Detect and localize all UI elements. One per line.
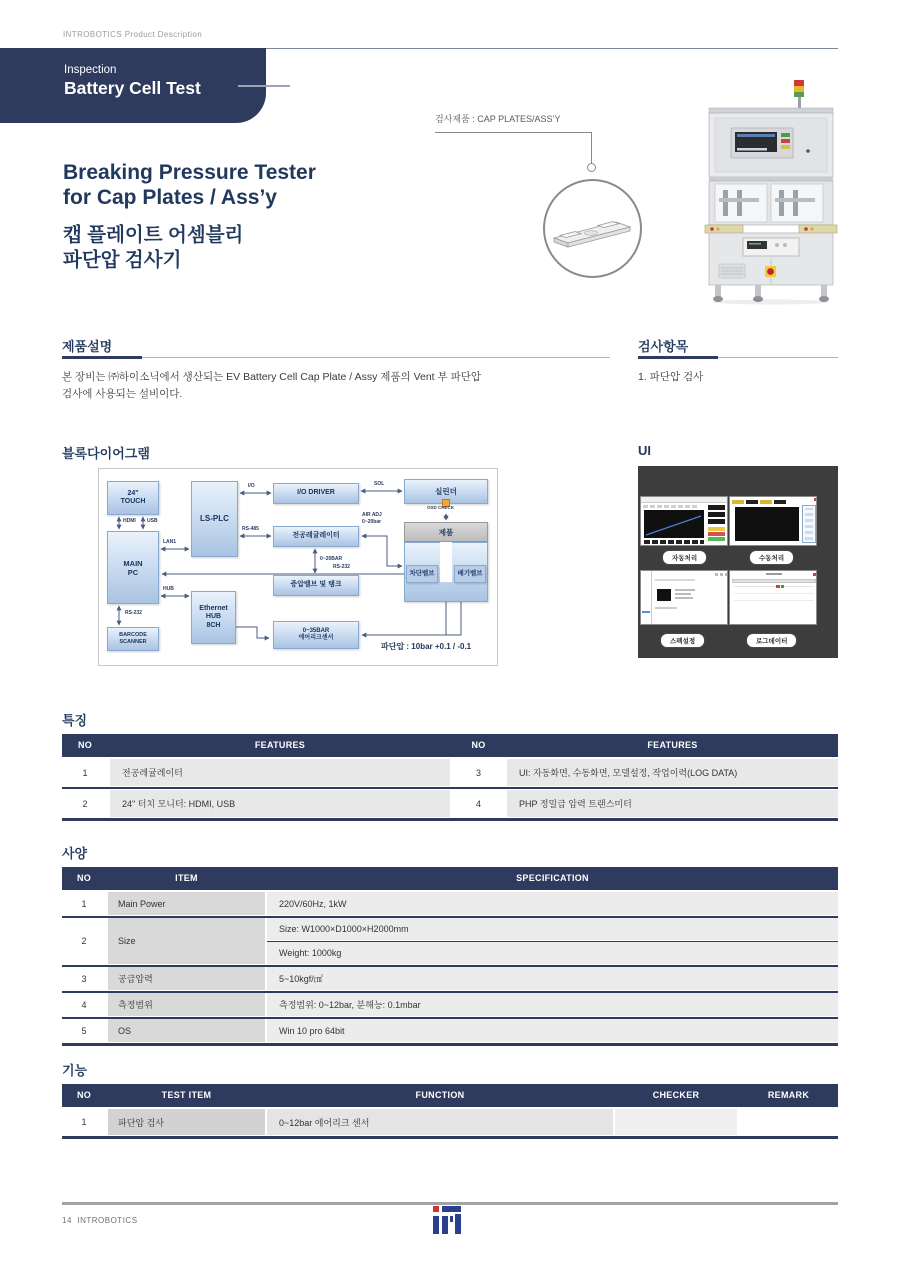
block-label: 배기밸브 bbox=[457, 570, 483, 578]
row-separator bbox=[62, 787, 838, 789]
footer-text bbox=[62, 1216, 138, 1225]
chip bbox=[774, 500, 786, 504]
callout-line-h bbox=[435, 132, 592, 133]
ui-label-spec: 스펙설정 bbox=[660, 633, 705, 648]
features-row-2 bbox=[62, 790, 838, 817]
diagram-block-product bbox=[404, 522, 488, 542]
table-bottom-border bbox=[62, 1136, 838, 1139]
chart-line bbox=[644, 510, 704, 538]
spec-table-header bbox=[62, 867, 838, 890]
function-row-1 bbox=[62, 1109, 838, 1135]
cap-plate-image bbox=[542, 178, 643, 279]
diagram-block-ethernet-hub bbox=[191, 591, 236, 644]
status-chip-yellow bbox=[708, 527, 725, 531]
diagram-block-exhaust-valve bbox=[454, 565, 486, 583]
thumb-bottom-strip bbox=[644, 540, 704, 544]
cell-no: 3 bbox=[81, 973, 87, 984]
col-header-no: NO bbox=[76, 1090, 92, 1100]
cell-feature: 24" 터치 모니터: HDMI, USB bbox=[110, 790, 450, 817]
window-button bbox=[720, 573, 723, 576]
inspection-heading: 검사항목 bbox=[638, 339, 689, 354]
block-label: TOUCH bbox=[120, 498, 146, 505]
block-label: Ethernet bbox=[199, 604, 228, 612]
inspection-item-1: 1. 파단압 검사 bbox=[638, 371, 704, 383]
ui-label-manual: 수동처리 bbox=[749, 550, 794, 565]
description-heading: 제품설명 bbox=[62, 339, 113, 354]
cell-spec: 220V/60Hz, 1kW bbox=[267, 892, 838, 915]
cell-no: 5 bbox=[81, 1025, 87, 1036]
footer-line bbox=[62, 1202, 838, 1205]
camera-view bbox=[735, 507, 799, 541]
block-label: LS-PLC bbox=[200, 514, 229, 524]
table-row-line bbox=[734, 593, 814, 594]
text-line bbox=[675, 597, 693, 599]
introbotics-logo-icon bbox=[433, 1206, 467, 1234]
label-rs485: RS-485 bbox=[242, 526, 259, 532]
cell-no: 4 bbox=[475, 798, 481, 809]
cell-feature: UI: 자동화면, 수동화면, 모델설정, 작업이력(LOG DATA) bbox=[507, 759, 838, 786]
window-button bbox=[725, 573, 728, 576]
table-bottom-border bbox=[62, 818, 838, 821]
block-label: PC bbox=[127, 567, 139, 577]
text-line bbox=[655, 607, 677, 609]
thumb-titlebar bbox=[641, 497, 727, 503]
machine-image bbox=[695, 80, 847, 305]
status-chip-green bbox=[708, 537, 725, 541]
chip bbox=[760, 500, 772, 504]
log-green-mark bbox=[781, 585, 784, 588]
features-heading: 특징 bbox=[62, 713, 88, 728]
thumb-toolbar bbox=[643, 505, 699, 508]
diagram-block-air-leak-sensor bbox=[273, 621, 359, 649]
spec-heading: 사양 bbox=[62, 846, 88, 861]
diagram-heading: 블록다이어그램 bbox=[62, 446, 150, 461]
ui-screenshot-panel bbox=[638, 466, 838, 658]
diagram-block-barcode bbox=[107, 627, 159, 651]
rule-thick bbox=[62, 356, 142, 359]
function-heading: 기능 bbox=[62, 1063, 88, 1078]
spec-row-4 bbox=[62, 993, 838, 1016]
label-rs232-bus: RS-232 bbox=[333, 564, 350, 570]
col-header-function: FUNCTION bbox=[415, 1090, 465, 1100]
eyebrow-text: INTROBOTICS Product Description bbox=[63, 30, 203, 39]
label-hub: HUB bbox=[163, 586, 174, 592]
status-chip-red bbox=[708, 532, 725, 536]
cell-no: 1 bbox=[82, 767, 88, 778]
block-label: 증압밸브 및 탱크 bbox=[290, 581, 342, 589]
side-button-panel bbox=[802, 505, 816, 543]
label-usb: USB bbox=[147, 518, 158, 524]
rule-thick bbox=[638, 356, 718, 359]
window-button bbox=[715, 573, 718, 576]
banner-top-line bbox=[266, 48, 838, 49]
col-header-checker: CHECKER bbox=[652, 1090, 700, 1100]
label-air-adj-range: 0~20bar bbox=[362, 519, 382, 525]
ui-thumb-auto bbox=[640, 496, 728, 546]
col-header-features-left: FEATURES bbox=[254, 740, 306, 750]
block-label: 에어리크센서 bbox=[298, 635, 334, 641]
cell-remark bbox=[739, 1109, 838, 1135]
callout-line-v bbox=[591, 132, 592, 163]
table-header-strip bbox=[732, 579, 816, 583]
block-label: SCANNER bbox=[119, 639, 147, 645]
ui-thumb-manual bbox=[729, 496, 817, 546]
sidebar-divider bbox=[651, 571, 652, 625]
title-ko-line1: 캡 플레이트 어셈블리 bbox=[63, 224, 244, 247]
block-label: 차단밸브 bbox=[409, 570, 435, 578]
cell-test-item: 파단압 검사 bbox=[108, 1109, 265, 1135]
block-diagram bbox=[98, 468, 498, 666]
title-en-line2: for Cap Plates / Ass’y bbox=[63, 186, 277, 210]
spec-row-3 bbox=[62, 967, 838, 990]
function-table-header bbox=[62, 1084, 838, 1107]
block-label: 실린더 bbox=[435, 487, 457, 496]
breaking-pressure-note: 파단압 : 10bar +0.1 / -0.1 bbox=[381, 642, 472, 651]
label-sol: SOL bbox=[374, 481, 385, 487]
spec-row-2 bbox=[62, 918, 838, 964]
text-line bbox=[675, 593, 691, 595]
col-header-test-item: TEST ITEM bbox=[161, 1090, 212, 1100]
log-red-mark bbox=[776, 585, 780, 588]
block-label: BARCODE bbox=[119, 632, 147, 639]
diagram-block-io-driver bbox=[273, 483, 359, 504]
footer-page-number: 14 bbox=[62, 1216, 72, 1225]
spec-row-1 bbox=[62, 892, 838, 915]
cell-spec: 측정범위: 0~12bar, 분해능: 0.1mbar bbox=[267, 993, 838, 1016]
cell-no: 2 bbox=[82, 798, 88, 809]
value-box bbox=[708, 512, 725, 517]
features-row-1 bbox=[62, 759, 838, 786]
table-row-line bbox=[734, 600, 814, 601]
col-header-no2: NO bbox=[471, 740, 486, 750]
spec-row-5 bbox=[62, 1019, 838, 1042]
cell-item: Main Power bbox=[108, 892, 265, 915]
signal-tower-icon bbox=[794, 80, 804, 110]
cell-spec: Win 10 pro 64bit bbox=[267, 1019, 838, 1042]
block-label: 제품 bbox=[438, 527, 454, 537]
cell-spec-size: Size: W1000×D1000×H2000mm bbox=[267, 918, 838, 940]
callout-label: 검사제품 : CAP PLATES/ASS’Y bbox=[435, 114, 561, 124]
spec-preview-square bbox=[657, 589, 671, 601]
block-label: 0~35BAR bbox=[302, 627, 330, 634]
label-0-20bar: 0~20BAR bbox=[320, 556, 343, 562]
cell-function: 0~12bar 에어리크 센서 bbox=[267, 1109, 613, 1135]
cell-item: 측정범위 bbox=[108, 993, 265, 1016]
rule-thin bbox=[718, 357, 838, 358]
label-lan1: LAN1 bbox=[163, 539, 177, 545]
cell-checker bbox=[615, 1109, 737, 1135]
col-header-no: NO bbox=[77, 740, 93, 750]
col-header-remark: REMARK bbox=[767, 1090, 810, 1100]
value-box bbox=[708, 505, 725, 510]
diagram-block-mainpc bbox=[107, 531, 159, 604]
window-title-tick bbox=[766, 573, 782, 575]
label-air-adj: AIR ADJ bbox=[362, 512, 382, 518]
diagram-block-boost-tank bbox=[273, 575, 359, 596]
cell-no: 1 bbox=[81, 898, 87, 909]
ui-heading: UI bbox=[638, 443, 651, 458]
chip bbox=[746, 500, 758, 504]
text-line bbox=[655, 579, 695, 581]
diagram-block-lsplc bbox=[191, 481, 238, 557]
cell-no: 3 bbox=[475, 767, 481, 778]
label-io: I/O bbox=[248, 483, 255, 489]
ui-thumb-spec bbox=[640, 570, 728, 625]
cell-item: 공급압력 bbox=[108, 967, 265, 990]
col-header-item: ITEM bbox=[175, 873, 198, 883]
text-line bbox=[675, 589, 695, 591]
banner-dash bbox=[238, 85, 290, 87]
label-hdmi: HDMI bbox=[123, 518, 136, 524]
description-line2: 검사에 사용되는 설비이다. bbox=[62, 387, 183, 400]
description-body bbox=[62, 369, 622, 403]
block-label: I/O DRIVER bbox=[297, 489, 335, 497]
rule-thin bbox=[142, 357, 610, 358]
cell-spec-weight: Weight: 1000kg bbox=[267, 942, 838, 964]
diagram-block-regulator bbox=[273, 526, 359, 547]
description-rule bbox=[62, 356, 610, 359]
close-icon bbox=[813, 573, 816, 576]
block-label: 8CH bbox=[206, 621, 221, 629]
banner-category: Inspection bbox=[64, 64, 117, 76]
valve-center-column bbox=[440, 542, 452, 582]
cell-no: 4 bbox=[81, 999, 87, 1010]
table-bottom-border bbox=[62, 1043, 838, 1046]
ui-label-log: 로그데이터 bbox=[746, 633, 797, 648]
label-rs232-barcode: RS-232 bbox=[125, 610, 142, 616]
ui-label-auto: 자동처리 bbox=[662, 550, 707, 565]
cell-no: 2 bbox=[81, 936, 87, 946]
features-table-header bbox=[62, 734, 838, 757]
title-ko-line2: 파단압 검사기 bbox=[63, 248, 182, 271]
button-grid bbox=[805, 508, 813, 540]
footer-brand: INTROBOTICS bbox=[77, 1216, 138, 1225]
cell-spec: 5~10kgf/㎠ bbox=[267, 967, 838, 990]
col-header-specification: SPECIFICATION bbox=[516, 873, 589, 883]
block-label: 24" bbox=[127, 489, 139, 497]
thumb-chart-area bbox=[644, 510, 704, 538]
description-line1: 본 장비는 ㈜하이소닉에서 생산되는 EV Battery Cell Cap Plate / Assy 제품의 Vent 부 파단압 bbox=[62, 371, 482, 383]
col-header-features-right: FEATURES bbox=[647, 740, 698, 750]
block-label: HUB bbox=[205, 613, 222, 621]
inspection-rule bbox=[638, 356, 838, 359]
cell-no: 1 bbox=[81, 1117, 87, 1127]
value-box bbox=[708, 519, 725, 524]
cell-feature: 전공레귤레이터 bbox=[110, 759, 450, 786]
diagram-block-shut-valve bbox=[406, 565, 438, 583]
category-banner bbox=[0, 48, 266, 123]
block-label: MAIN bbox=[123, 558, 143, 568]
col-header-no: NO bbox=[76, 873, 92, 883]
chip bbox=[732, 500, 744, 504]
diagram-block-touch bbox=[107, 481, 159, 515]
sidebar-highlight bbox=[642, 611, 650, 613]
ui-thumb-log bbox=[729, 570, 817, 625]
table-row-line bbox=[734, 586, 814, 587]
title-en-line1: Breaking Pressure Tester bbox=[63, 161, 316, 184]
product-title bbox=[63, 160, 316, 272]
block-label: 전공레귤레이터 bbox=[292, 532, 340, 540]
cell-item: Size bbox=[108, 918, 265, 964]
label-osd-check: OSD CHECK bbox=[427, 505, 455, 510]
close-icon bbox=[814, 498, 817, 501]
banner-title: Battery Cell Test bbox=[64, 78, 201, 98]
cell-feature: PHP 정밀급 압력 트랜스미터 bbox=[507, 790, 838, 817]
cell-item: OS bbox=[108, 1019, 265, 1042]
callout-dot bbox=[587, 163, 596, 172]
